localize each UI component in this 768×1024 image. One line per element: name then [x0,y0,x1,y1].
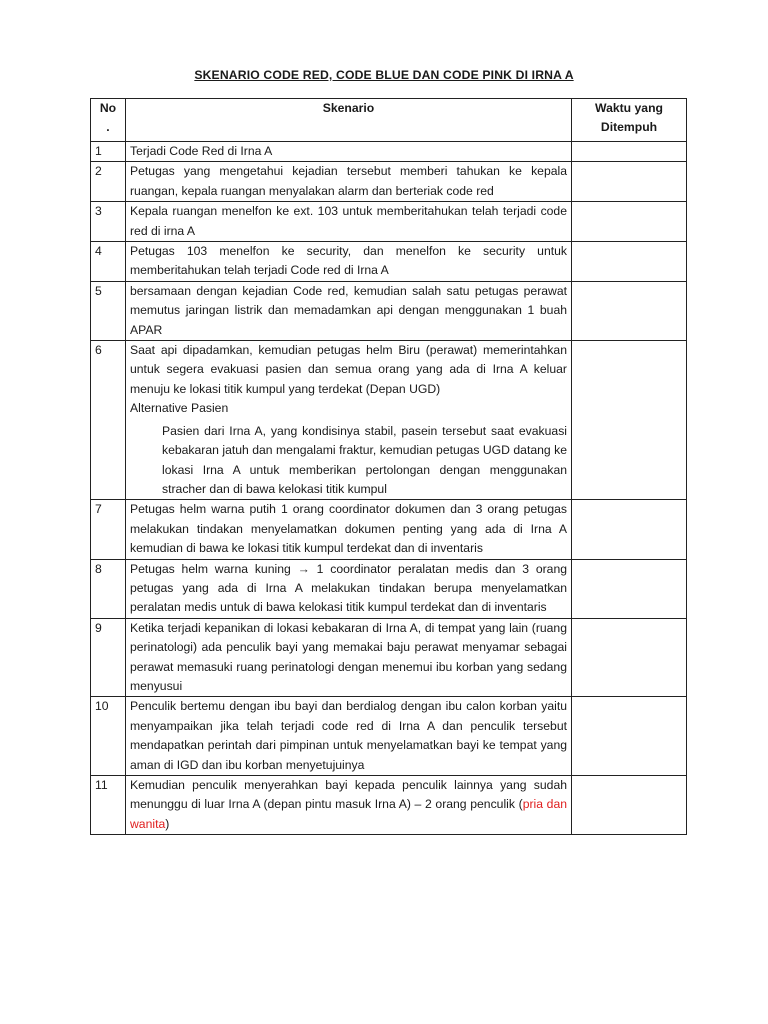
row-number: 8 [91,559,126,618]
table-row [91,697,687,776]
row-number: 9 [91,618,126,697]
row-waktu-cell [572,618,687,697]
row-waktu-cell [572,162,687,202]
row-number: 4 [91,242,126,282]
table-row [91,242,687,282]
row-scenario: Petugas helm warna kuning → 1 coordinator peralatan medis dan 3 orang petugas yang ada di Irna A melakukan tindakan berupa menyelamatkan peralatan medis untuk di bawa kelokasi titik kumpul terdekat dan di inventaris [126,559,572,618]
row-number: 3 [91,202,126,242]
table-row [91,618,687,697]
row-number: 1 [91,142,126,162]
row-scenario: Ketika terjadi kepanikan di lokasi kebakaran di Irna A, di tempat yang lain (ruang perinatologi) ada penculik bayi yang memakai baju perawat menyamar sebagai perawat memasuki ruang perinatologi dengan menemui ibu korban yang sedang menyusui [126,618,572,697]
row-waktu-cell [572,242,687,282]
row-scenario: Petugas 103 menelfon ke security, dan menelfon ke security untuk memberitahukan telah terjadi Code red di Irna A [126,242,572,282]
row-number: 7 [91,500,126,559]
header-waktu-line2: Ditempuh [600,120,658,135]
row-scenario: Petugas yang mengetahui kejadian tersebut memberi tahukan ke kepala ruangan, kepala ruangan menyalakan alarm dan berteriak code red [126,162,572,202]
table-row [91,559,687,618]
scenario-table [90,98,687,835]
row-waktu-cell [572,202,687,242]
header-waktu-line1: Waktu yang [595,101,663,115]
row-scenario-text: Kemudian penculik menyerahkan bayi kepada penculik lainnya yang sudah menunggu di luar Irna A (depan pintu masuk Irna A) – 2 orang penculik ( [130,778,567,812]
table-row [91,162,687,202]
row-number: 5 [91,281,126,340]
table-row [91,142,687,162]
row-scenario: Kepala ruangan menelfon ke ext. 103 untuk memberitahukan telah terjadi code red di irna A [126,202,572,242]
row-scenario-main: Saat api dipadamkan, kemudian petugas helm Biru (perawat) memerintahkan untuk segera evakuasi pasien dan semua orang yang ada di Irna A keluar menuju ke lokasi titik kumpul yang terdekat (Depan UGD) [130,343,567,396]
row-waktu-cell [572,697,687,776]
row-scenario: Terjadi Code Red di Irna A [126,142,572,162]
row-waktu-cell [572,500,687,559]
header-no [91,99,126,142]
alternative-text: Pasien dari Irna A, yang kondisinya stabil, pasein tersebut saat evakuasi kebakaran jatuh dan mengalami fraktur, kemudian petugas UGD datang ke lokasi Irna A untuk memberikan pertolongan dengan menggunakan stracher dan di bawa kelokasi titik kumpul [162,423,567,496]
row-scenario-end: ) [165,816,170,831]
alternative-label: Alternative Pasien [130,401,229,416]
row-number: 2 [91,162,126,202]
row-scenario: Penculik bertemu dengan ibu bayi dan berdialog dengan ibu calon korban yaitu menyampaikan jika telah terjadi code red di Irna A dan penculik tersebut mendapatkan perintah dari pimpinan untuk menyelamatkan bayi ke tempat yang aman di IGD dan ibu korban menyetujuinya [126,697,572,776]
row-waktu-cell [572,559,687,618]
header-waktu [572,99,687,142]
row-number: 6 [91,341,126,500]
table-header-row [91,99,687,142]
row-number: 10 [91,697,126,776]
page-title [0,68,768,82]
header-no-label: No [99,101,117,115]
row-scenario [126,776,572,835]
page-title-text: SKENARIO CODE RED, CODE BLUE DAN CODE PINK DI IRNA A [194,68,574,82]
row-waktu-cell [572,142,687,162]
table-row [91,202,687,242]
row-waktu-cell [572,281,687,340]
table-row [91,776,687,835]
row-scenario [126,341,572,500]
row-waktu-cell [572,341,687,500]
row-waktu-cell [572,776,687,835]
row-scenario: Petugas helm warna putih 1 orang coordinator dokumen dan 3 orang petugas melakukan tindakan menyelamatkan dokumen penting yang ada di Irna A kemudian di bawa ke lokasi titik kumpul terdekat dan di inventaris [126,500,572,559]
highlight-text: pria dan wanita [130,797,568,831]
header-scenario: Skenario [126,99,572,142]
header-no-dot: . [106,120,110,135]
row-scenario: bersamaan dengan kejadian Code red, kemudian salah satu petugas perawat memutus jaringan listrik dan memadamkan api dengan menggunakan 1 buah APAR [126,281,572,340]
table-row [91,341,687,500]
row-number: 11 [91,776,126,835]
table-row [91,500,687,559]
table-row [91,281,687,340]
